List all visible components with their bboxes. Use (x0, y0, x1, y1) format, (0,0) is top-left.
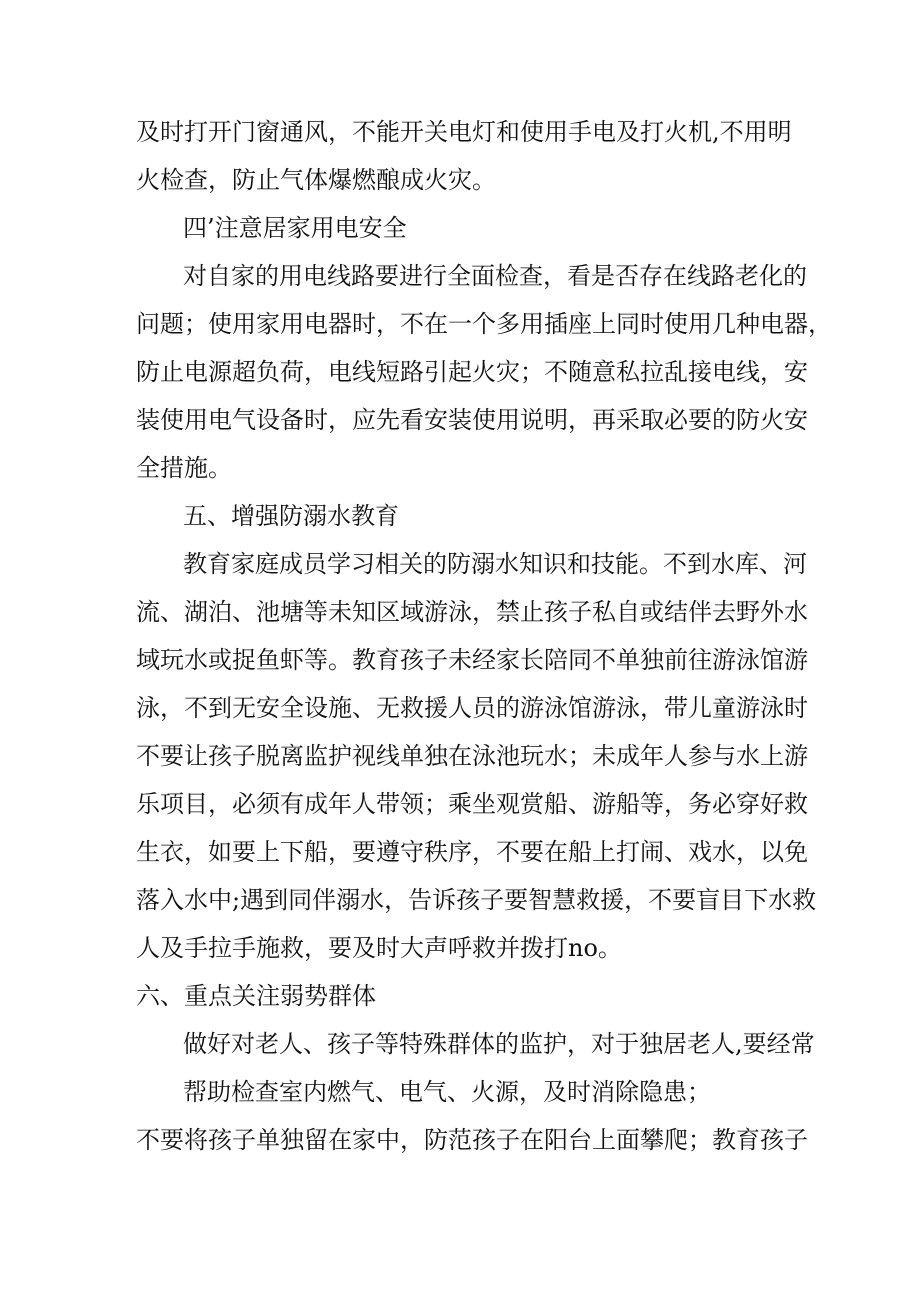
section-heading-5: 五、增强防溺水教育 (183, 502, 399, 530)
paragraph-line: 装使用电气设备时，应先看安装使用说明，再采取必要的防火安 (136, 406, 808, 434)
paragraph-line: 对自家的用电线路要进行全面检查，看是否存在线路老化的 (183, 262, 807, 290)
paragraph-line: 防止电源超负荷，电线短路引起火灾；不随意私拉乱接电线，安 (136, 358, 808, 386)
paragraph-line: 乐项目，必须有成年人带领；乘坐观赏船、游船等，务必穿好救 (136, 790, 808, 818)
paragraph-line: 做好对老人、孩子等特殊群体的监护，对于独居老人,要经常 (183, 1030, 815, 1058)
paragraph-line: 全措施。 (136, 454, 232, 482)
section-heading-4: 四’注意居家用电安全 (183, 214, 407, 242)
paragraph-line: 落入水中;遇到同伴溺水，告诉孩子要智慧救援，不要盲目下水救 (136, 886, 817, 914)
paragraph-line: 人及手拉手施救，要及时大声呼救并拨打no。 (136, 934, 622, 962)
paragraph-line: 泳，不到无安全设施、无救援人员的游泳馆游泳，带儿童游泳时 (136, 694, 808, 722)
paragraph-line: 教育家庭成员学习相关的防溺水知识和技能。不到水库、河 (183, 550, 807, 578)
paragraph-line: 不要让孩子脱离监护视线单独在泳池玩水；未成年人参与水上游 (136, 742, 808, 770)
paragraph-line: 及时打开门窗通风，不能开关电灯和使用手电及打火机,不用明 (136, 118, 792, 146)
paragraph-line: 流、湖泊、池塘等未知区域游泳，禁止孩子私自或结伴去野外水 (136, 598, 808, 626)
paragraph-line: 帮助检查室内燃气、电气、火源，及时消除隐患； (183, 1078, 711, 1106)
paragraph-line: 生衣，如要上下船，要遵守秩序，不要在船上打闹、戏水，以免 (136, 838, 808, 866)
paragraph-line: 域玩水或捉鱼虾等。教育孩子未经家长陪同不单独前往游泳馆游 (136, 646, 808, 674)
paragraph-line: 问题；使用家用电器时，不在一个多用插座上同时使用几种电器， (136, 310, 832, 338)
paragraph-line: 火检查，防止气体爆燃酿成火灾。 (136, 166, 496, 194)
paragraph-line: 不要将孩子单独留在家中，防范孩子在阳台上面攀爬；教育孩子 (136, 1126, 808, 1154)
section-heading-6: 六、重点关注弱势群体 (136, 982, 376, 1010)
